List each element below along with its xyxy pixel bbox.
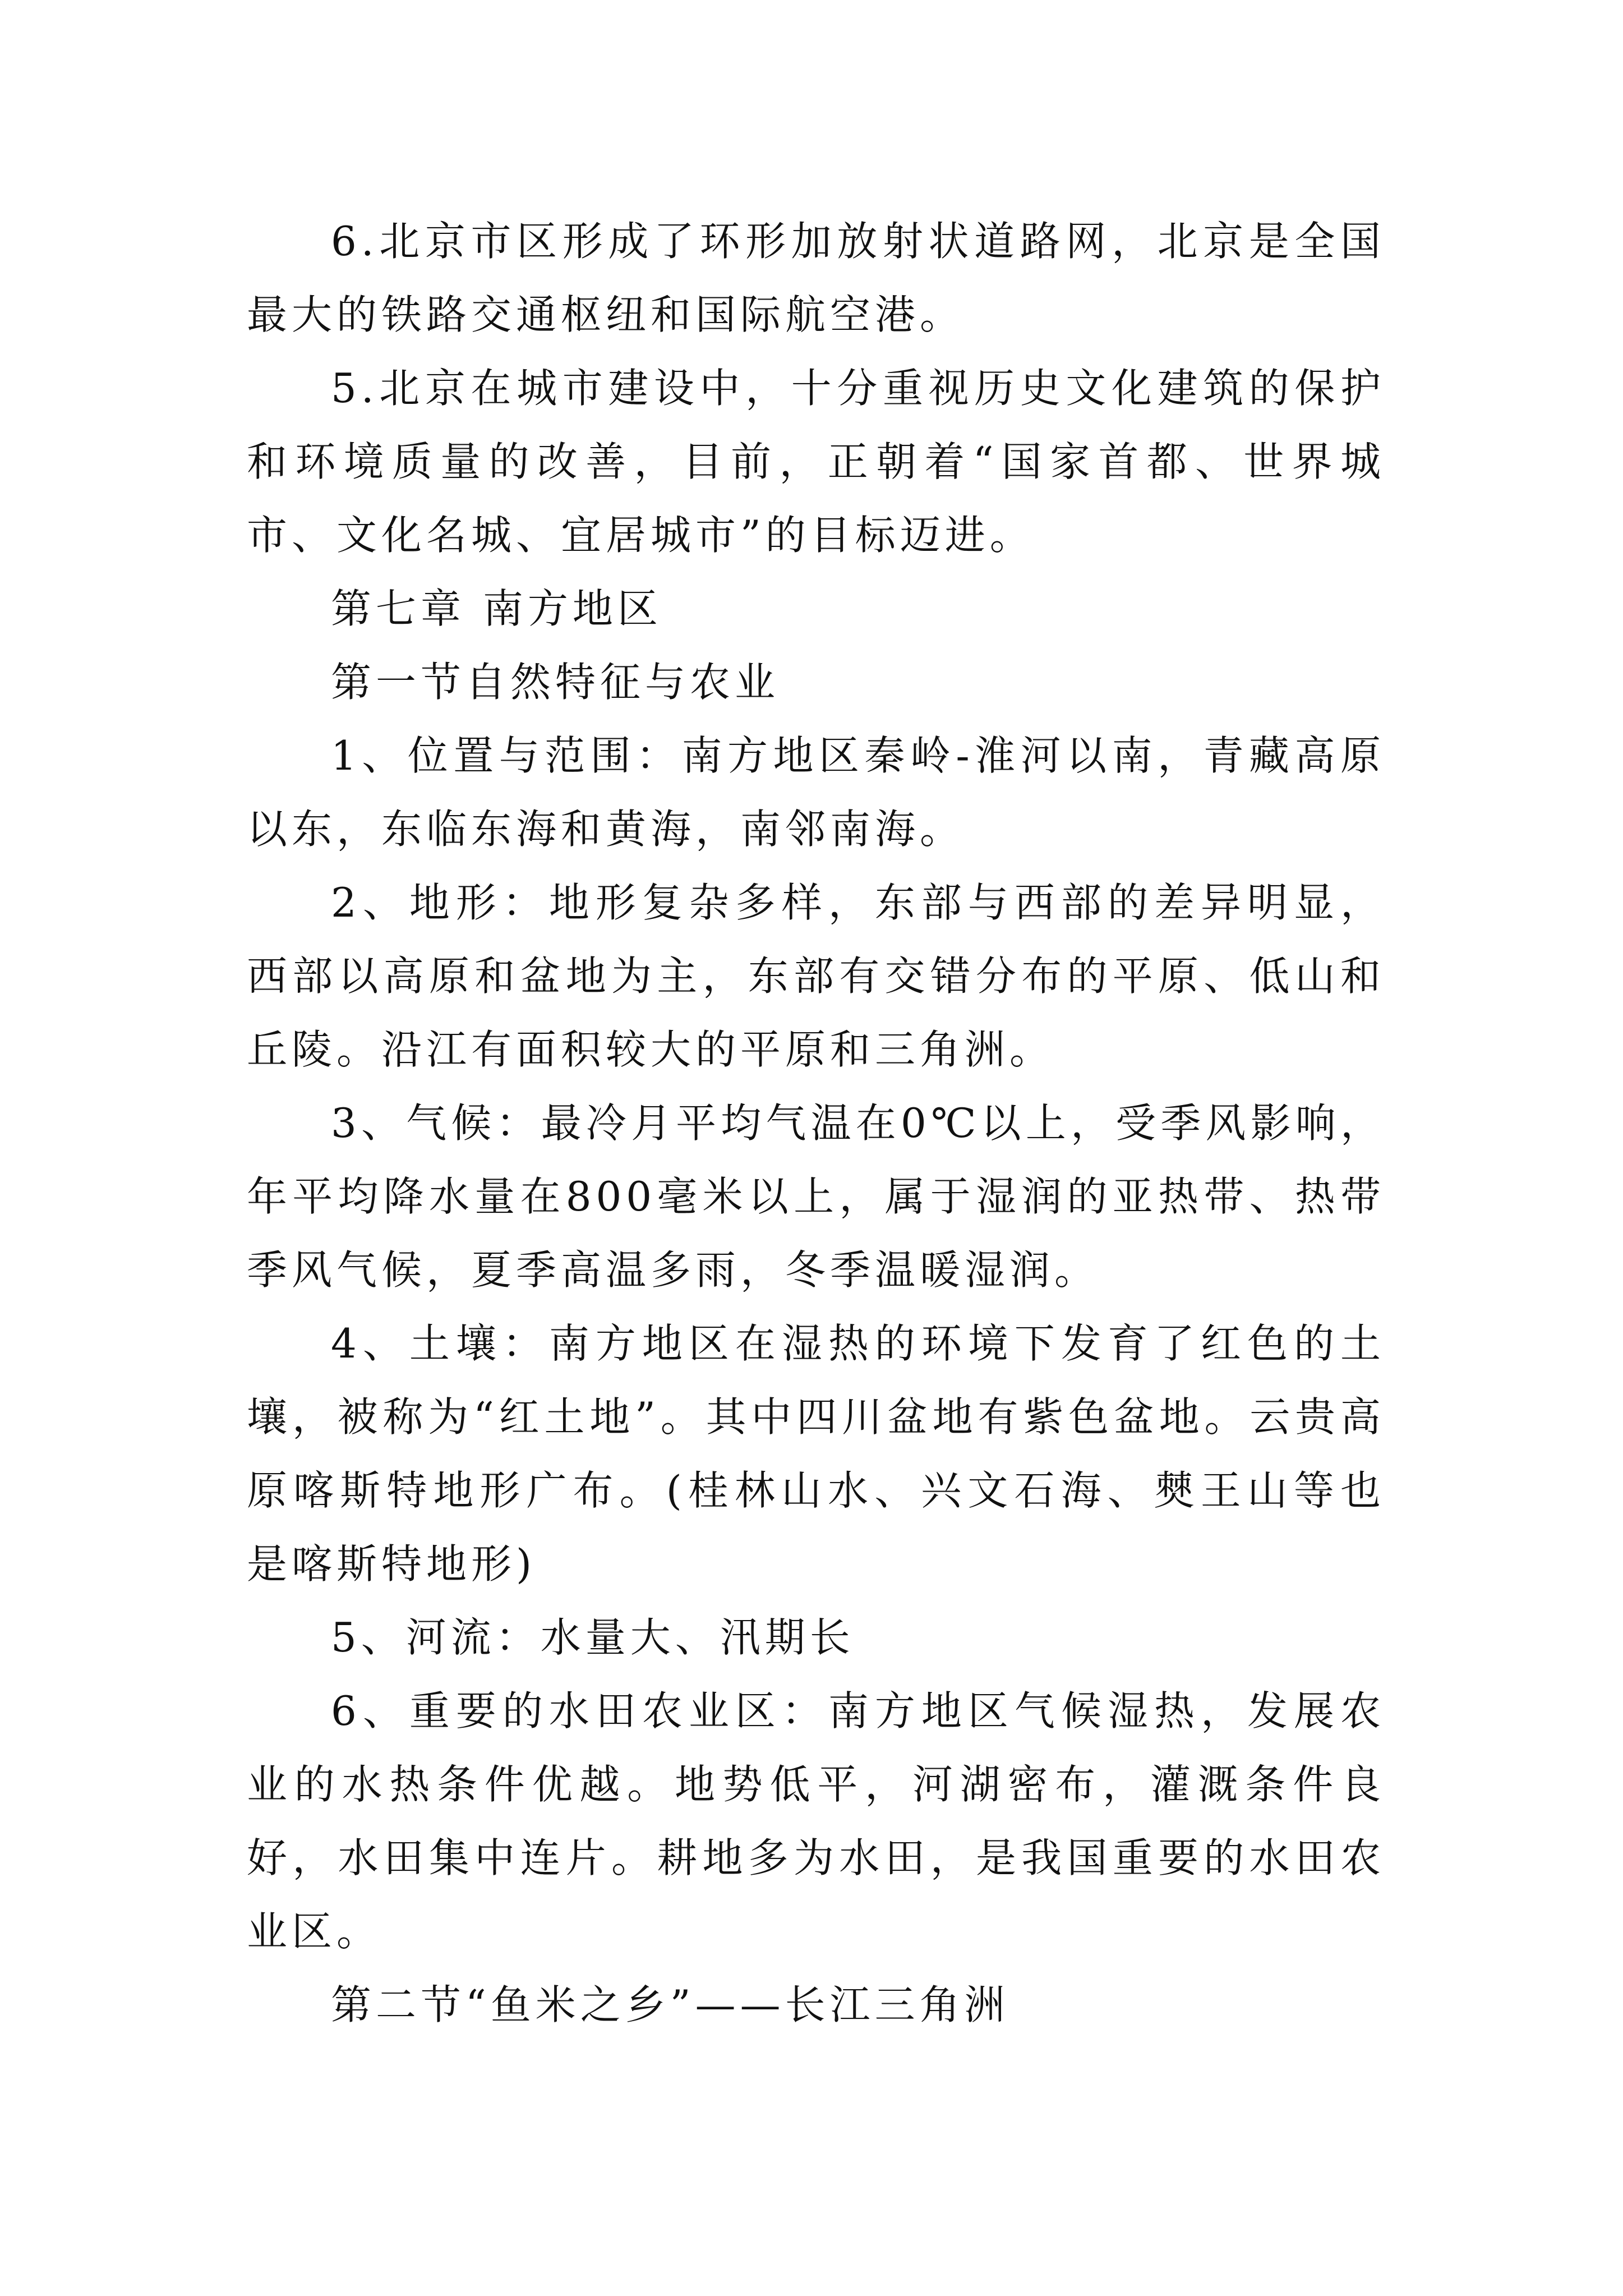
paragraph-location: 1、位置与范围：南方地区秦岭-淮河以南，青藏高原以东，东临东海和黄海，南邻南海。 xyxy=(247,732,1385,853)
section-heading-natural-features: 第一节自然特征与农业 xyxy=(331,659,780,706)
paragraph-beijing-construction: 5.北京在城市建设中，十分重视历史文化建筑的保护和环境质量的改善，目前，正朝着“国家首都、世界城市、文化名城、宜居城市”的目标迈进。 xyxy=(247,365,1385,559)
paragraph-soil: 4、土壤：南方地区在湿热的环境下发育了红色的土壤，被称为“红土地”。其中四川盆地有紫色盆地。云贵高原喀斯特地形广布。(桂林山水、兴文石海、僰王山等也是喀斯特地形) xyxy=(247,1320,1385,1588)
paragraph-rivers: 5、河流：水量大、汛期长 xyxy=(331,1614,855,1661)
document-body xyxy=(247,205,1385,2042)
paragraph-terrain: 2、地形：地形复杂多样，东部与西部的差异明显，西部以高原和盆地为主，东部有交错分布的平原、低山和丘陵。沿江有面积较大的平原和三角洲。 xyxy=(247,879,1385,1073)
section-heading-yangtze-delta: 第二节“鱼米之乡”——长江三角洲 xyxy=(331,1981,1009,2028)
paragraph-beijing-transport: 6.北京市区形成了环形加放射状道路网，北京是全国最大的铁路交通枢纽和国际航空港。 xyxy=(247,218,1385,338)
paragraph-agriculture: 6、重要的水田农业区：南方地区气候湿热，发展农业的水热条件优越。地势低平，河湖密布，灌溉条件良好，水田集中连片。耕地多为水田，是我国重要的水田农业区。 xyxy=(247,1687,1385,1955)
chapter-heading: 第七章 南方地区 xyxy=(331,585,662,632)
paragraph-climate: 3、气候：最冷月平均气温在0℃以上，受季风影响，年平均降水量在800毫米以上，属于湿润的亚热带、热带季风气候，夏季高温多雨，冬季温暖湿润。 xyxy=(247,1099,1385,1294)
